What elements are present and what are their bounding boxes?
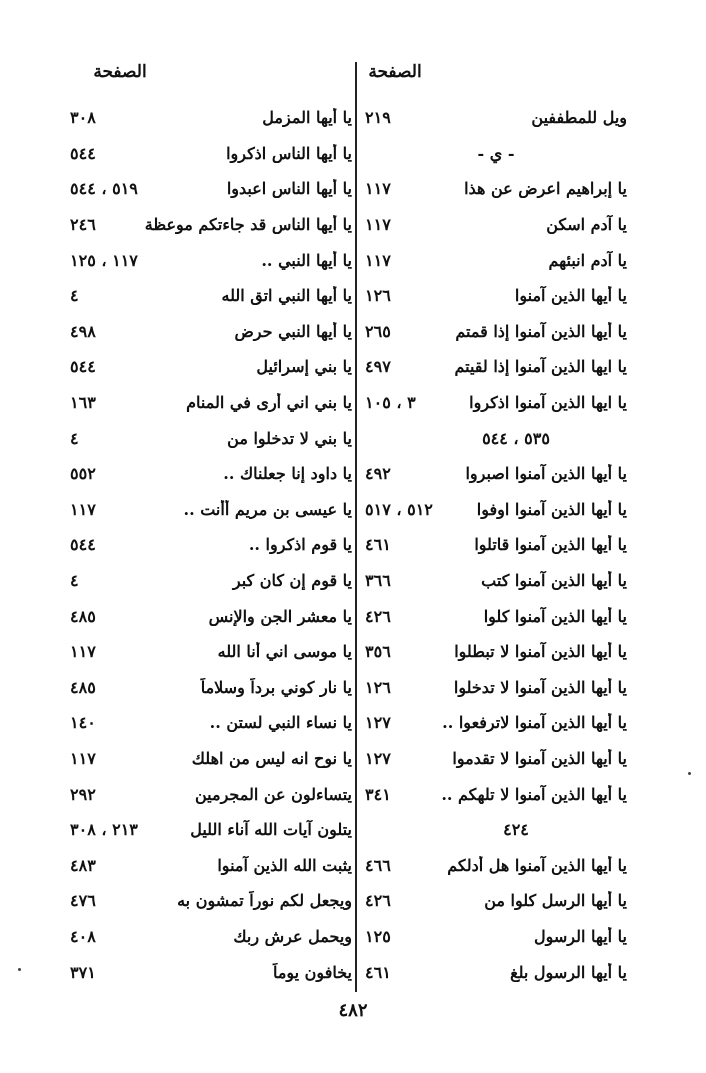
index-entry: [70, 919, 352, 955]
index-entry: [365, 456, 627, 492]
left-column: [70, 100, 352, 990]
entry-text: يا عيسى بن مريم أأنت ..: [183, 499, 352, 519]
entry-text: ويجعل لكم نوراً تمشون به: [177, 891, 352, 911]
section-letter: [365, 136, 627, 172]
entry-text: يا أيها النبي اتق الله: [221, 286, 352, 306]
left-column-header: الصفحة: [93, 62, 147, 82]
entry-page: ٢٤٦: [70, 215, 96, 235]
entry-page: ٣٠٨: [70, 108, 96, 128]
entry-page: ٥٥٢: [70, 464, 96, 484]
entry-text: يا أيها الذين آمنوا: [514, 286, 627, 306]
index-entry: [365, 349, 627, 385]
entry-page: ٤٩٨: [70, 321, 96, 341]
index-entry: [70, 385, 352, 421]
entry-page: ٢١٩: [365, 108, 391, 128]
index-entry: [70, 527, 352, 563]
index-entry: [70, 349, 352, 385]
index-entry: [365, 314, 627, 350]
entry-page: ٤٦١: [365, 962, 391, 982]
index-entry: [70, 136, 352, 172]
entry-text: يا أيها الرسول بلغ: [510, 962, 627, 982]
index-entry: [70, 776, 352, 812]
entry-text: يا أيها الناس قد جاءتكم موعظة: [144, 215, 352, 235]
index-entry: [70, 456, 352, 492]
entry-text: يا موسى اني أنا الله: [217, 642, 352, 662]
entry-page: ٤٢٦: [365, 606, 391, 626]
entry-page: ٢١٣ ، ٣٠٨: [70, 820, 138, 840]
entry-text: يا داود إنا جعلناك ..: [223, 464, 352, 484]
index-entry: [70, 563, 352, 599]
page-number: ٤٨٢: [338, 1000, 368, 1021]
index-entry: [70, 492, 352, 528]
entry-page: ٥١٢ ، ٥١٧: [365, 499, 433, 519]
entry-page: ١٢٦: [365, 286, 391, 306]
entry-text: يا أيها الرسول: [533, 926, 627, 946]
entry-page: ٤٨٣: [70, 855, 96, 875]
index-entry: [70, 207, 352, 243]
index-entry: [70, 812, 352, 848]
entry-text: يا أيها النبي ..: [261, 250, 352, 270]
entry-page: ١١٧: [70, 642, 96, 662]
index-entry: [365, 171, 627, 207]
index-entry: [70, 847, 352, 883]
entry-page: ٤٠٨: [70, 926, 96, 946]
right-column-header: الصفحة: [368, 62, 422, 82]
index-entry: [365, 741, 627, 777]
entry-text: يا بني اني أرى في المنام: [186, 393, 352, 413]
entry-page: ٤: [70, 286, 79, 306]
entry-text: يا أيها الناس اعبدوا: [226, 179, 352, 199]
entry-text: يا قوم اذكروا ..: [248, 535, 352, 555]
entry-text: يتساءلون عن المجرمين: [194, 784, 352, 804]
entry-page: ٤٢٦: [365, 891, 391, 911]
entry-text: يا نار كوني برداً وسلاماً: [200, 677, 352, 697]
entry-page: ٣ ، ١٠٥: [365, 393, 416, 413]
entry-page: ٥٤٤: [70, 535, 96, 555]
continuation-pages: ٤٢٤: [503, 820, 529, 840]
index-entry: [365, 598, 627, 634]
entry-text: يخافون يوماً: [272, 962, 352, 982]
index-entry: [365, 954, 627, 990]
entry-page: ١١٧: [365, 179, 391, 199]
entry-text: يا قوم إن كان كبر: [232, 571, 352, 591]
entry-page: ٥١٩ ، ٥٤٤: [70, 179, 138, 199]
entry-text: يا آدم اسكن: [546, 215, 627, 235]
continuation-line: [365, 420, 627, 456]
index-entry: [365, 847, 627, 883]
entry-text: يا نساء النبي لستن ..: [209, 713, 352, 733]
index-entry: [70, 242, 352, 278]
entry-text: يا أيها الذين آمنوا هل أدلكم: [447, 855, 627, 875]
entry-text: يا أيها النبي حرض: [234, 321, 352, 341]
index-entry: [365, 883, 627, 919]
entry-text: يا أيها المزمل: [262, 108, 352, 128]
index-entry: [70, 954, 352, 990]
entry-text: يا أيها الذين آمنوا قاتلوا: [474, 535, 627, 555]
entry-page: ٢٦٥: [365, 321, 391, 341]
entry-page: ٤٦٦: [365, 855, 391, 875]
entry-text: يا ايها الذين آمنوا إذا لقيتم: [454, 357, 627, 377]
entry-text: يا نوح انه ليس من اهلك: [191, 748, 352, 768]
entry-page: ٢٩٢: [70, 784, 96, 804]
entry-page: ١٢٧: [365, 713, 391, 733]
entry-page: ١١٧: [365, 250, 391, 270]
entry-text: يا أيها الذين آمنوا اصبروا: [465, 464, 627, 484]
entry-text: يا أيها الذين آمنوا اوفوا: [476, 499, 627, 519]
index-entry: [365, 527, 627, 563]
index-entry: [70, 171, 352, 207]
index-entry: [70, 598, 352, 634]
continuation-pages: ٥٣٥ ، ٥٤٤: [482, 428, 550, 448]
index-entry: [70, 883, 352, 919]
entry-text: يا أيها الناس اذكروا: [226, 143, 352, 163]
entry-text: يا أيها الذين آمنوا لا تقدموا: [452, 748, 627, 768]
entry-text: يا أيها الذين آمنوا كتب: [481, 571, 627, 591]
entry-page: ٤٦١: [365, 535, 391, 555]
entry-page: ١١٧: [70, 748, 96, 768]
entry-text: يا بني لا تدخلوا من: [227, 428, 352, 448]
index-entry: [365, 776, 627, 812]
index-entry: [70, 741, 352, 777]
entry-page: ٣٥٦: [365, 642, 391, 662]
column-divider: [355, 62, 357, 992]
index-entry: [365, 242, 627, 278]
entry-text: يتلون آيات الله آناء الليل: [190, 820, 352, 840]
scan-speck: [18, 968, 21, 971]
index-entry: [70, 634, 352, 670]
entry-page: ٣٧١: [70, 962, 96, 982]
index-entry: [365, 634, 627, 670]
entry-text: يا أيها الذين آمنوا إذا قمتم: [455, 321, 627, 341]
entry-text: يا أيها الذين آمنوا لاترفعوا ..: [442, 713, 627, 733]
entry-text: ويل للمطففين: [531, 108, 627, 128]
entry-text: يا إبراهيم اعرض عن هذا: [464, 179, 627, 199]
entry-page: ٤٨٥: [70, 677, 96, 697]
index-entry: [365, 563, 627, 599]
index-entry: [365, 207, 627, 243]
entry-page: ٤٩٧: [365, 357, 391, 377]
entry-page: ٣٦٦: [365, 571, 391, 591]
index-entry: [365, 385, 627, 421]
entry-page: ٣٤١: [365, 784, 391, 804]
index-entry: [365, 492, 627, 528]
entry-text: يا أيها الذين آمنوا لا تدخلوا: [453, 677, 627, 697]
entry-text: ويحمل عرش ربك: [233, 926, 352, 946]
entry-page: ١٢٧: [365, 748, 391, 768]
continuation-line: [365, 812, 627, 848]
right-column: [365, 100, 627, 990]
entry-page: ١٢٥: [365, 926, 391, 946]
entry-page: ٥٤٤: [70, 143, 96, 163]
index-entry: [70, 670, 352, 706]
entry-page: ١١٧: [70, 499, 96, 519]
index-entry: [70, 100, 352, 136]
entry-page: ١٢٦: [365, 677, 391, 697]
entry-page: ٤٧٦: [70, 891, 96, 911]
entry-page: ١٦٣: [70, 393, 96, 413]
entry-text: يا ايها الذين آمنوا اذكروا: [469, 393, 627, 413]
index-entry: [365, 705, 627, 741]
entry-page: ٤٩٢: [365, 464, 391, 484]
index-entry: [70, 705, 352, 741]
index-entry: [365, 278, 627, 314]
entry-page: ٤: [70, 571, 79, 591]
entry-page: ١٤٠: [70, 713, 96, 733]
index-entry: [70, 314, 352, 350]
index-entry: [70, 278, 352, 314]
index-entry: [365, 919, 627, 955]
entry-text: يا بني إسرائيل: [256, 357, 352, 377]
entry-text: يا أيها الذين آمنوا لا تلهكم ..: [441, 784, 627, 804]
entry-text: يا أيها الذين آمنوا لا تبطلوا: [454, 642, 627, 662]
entry-text: يا أيها الذين آمنوا كلوا: [483, 606, 627, 626]
entry-page: ٤٨٥: [70, 606, 96, 626]
entry-text: يا معشر الجن والإنس: [208, 606, 352, 626]
entry-page: ١١٧: [365, 215, 391, 235]
entry-page: ٤: [70, 428, 79, 448]
index-entry: [365, 670, 627, 706]
entry-text: يا أيها الرسل كلوا من: [484, 891, 627, 911]
scan-speck: [688, 772, 691, 775]
section-letter-text: - ي -: [477, 143, 515, 163]
index-entry: [365, 100, 627, 136]
entry-text: يا آدم انبئهم: [548, 250, 627, 270]
entry-page: ١١٧ ، ١٢٥: [70, 250, 138, 270]
entry-page: ٥٤٤: [70, 357, 96, 377]
index-entry: [70, 420, 352, 456]
entry-text: يثبت الله الذين آمنوا: [217, 855, 352, 875]
